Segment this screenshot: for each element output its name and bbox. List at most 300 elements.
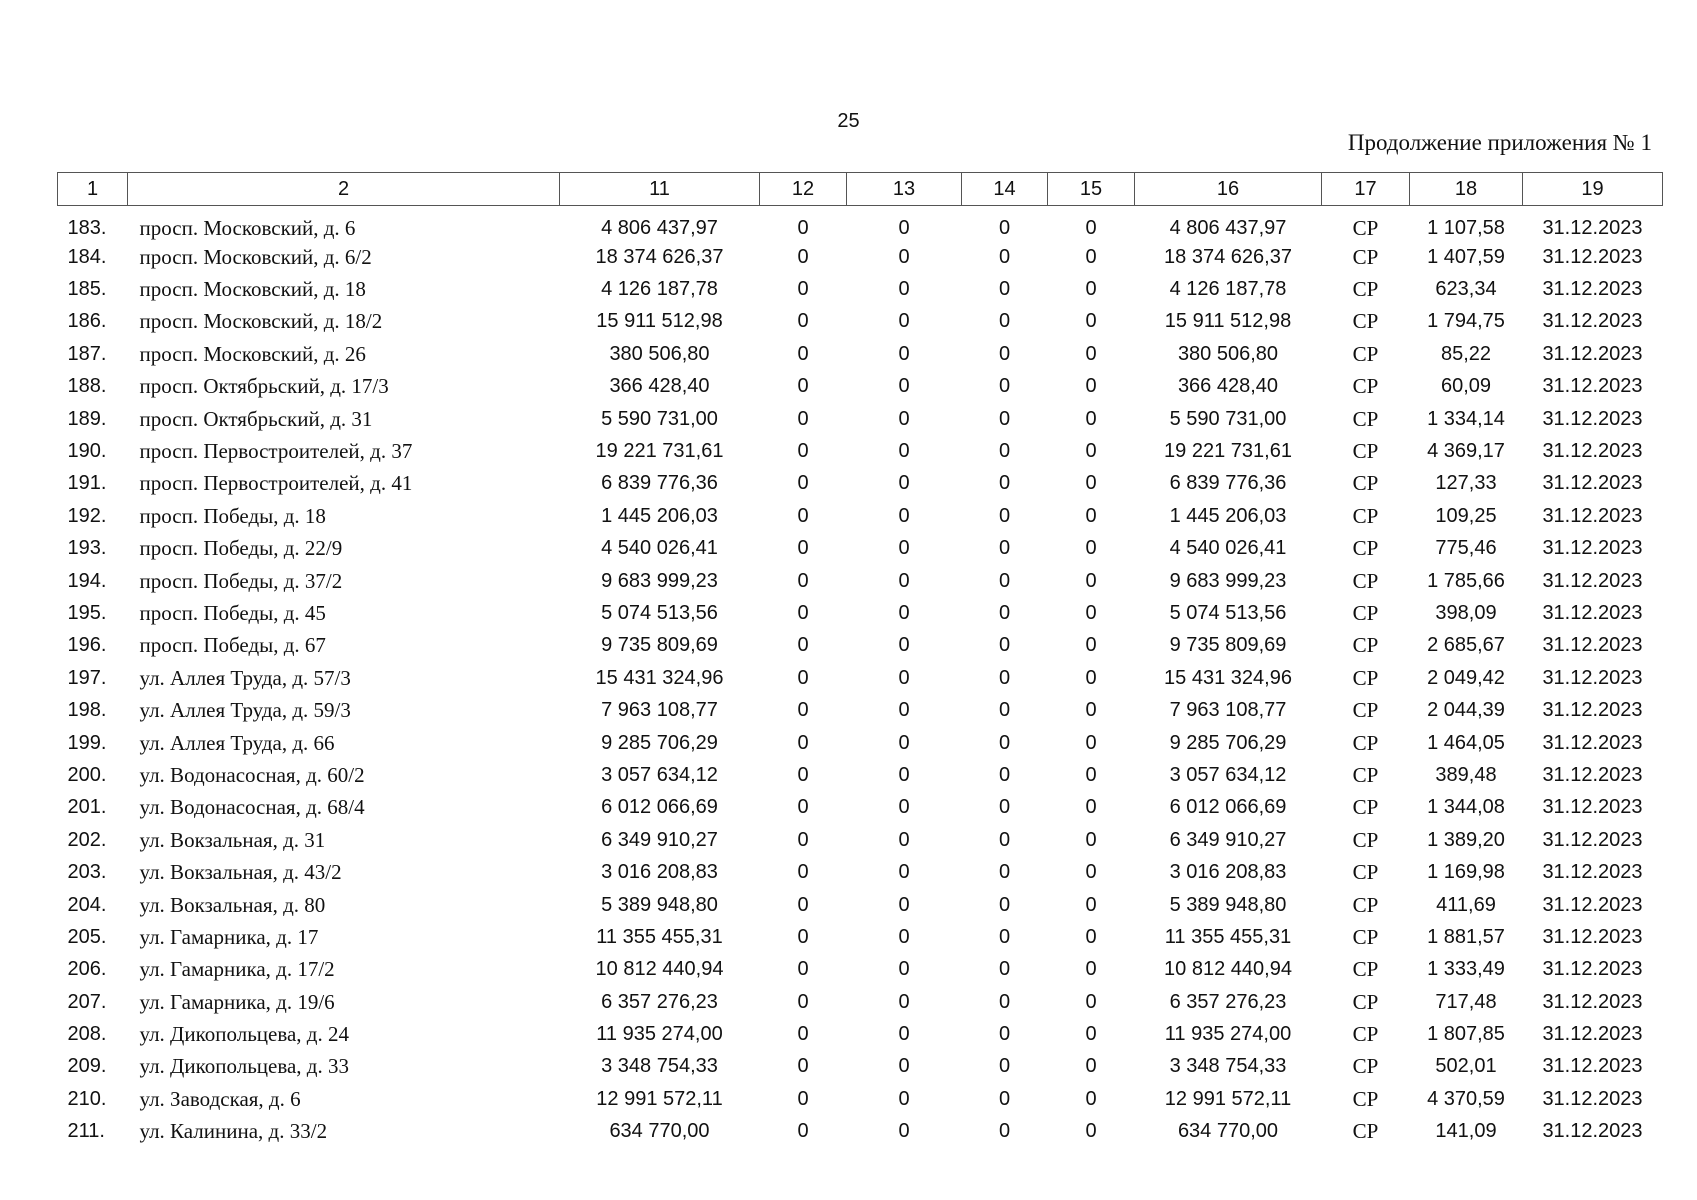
type-cell: СР (1352, 244, 1379, 269)
address-cell: просп. Московский, д. 6 (139, 216, 356, 240)
date-cell: 31.12.2023 (1542, 472, 1643, 495)
table-header (58, 173, 1663, 206)
area-cell: 127,33 (1435, 472, 1497, 495)
date-cell: 31.12.2023 (1542, 666, 1643, 689)
area-cell: 1 334,14 (1427, 407, 1505, 430)
column-header: 19 (1523, 173, 1663, 206)
column-header: 12 (760, 173, 847, 206)
address-cell: просп. Октябрьский, д. 31 (139, 406, 373, 431)
amount-cell: 1 445 206,03 (601, 504, 718, 527)
date-cell: 31.12.2023 (1542, 407, 1643, 430)
value-cell: 0 (1085, 601, 1097, 624)
type-cell: СР (1352, 924, 1379, 949)
table-row (58, 1018, 1663, 1050)
row-number: 207. (67, 990, 107, 1013)
table-row (58, 889, 1663, 921)
date-cell: 31.12.2023 (1542, 699, 1643, 722)
value-cell: 0 (797, 925, 809, 948)
value-cell: 0 (1085, 828, 1097, 851)
value-cell: 0 (898, 925, 910, 948)
total-cell: 9 683 999,23 (1169, 569, 1287, 592)
value-cell: 0 (998, 925, 1011, 948)
value-cell: 0 (998, 1023, 1011, 1046)
amount-cell: 9 285 706,29 (601, 731, 718, 754)
value-cell: 0 (998, 440, 1011, 463)
total-cell: 5 074 513,56 (1169, 601, 1287, 624)
total-cell: 4 806 437,97 (1169, 217, 1287, 239)
value-cell: 0 (898, 569, 910, 592)
table-row (58, 403, 1663, 435)
type-cell: СР (1352, 957, 1379, 982)
value-cell: 0 (998, 1087, 1011, 1110)
value-cell: 0 (1085, 731, 1097, 754)
date-cell: 31.12.2023 (1542, 375, 1643, 398)
row-number: 189. (67, 407, 107, 430)
value-cell: 0 (1085, 958, 1097, 981)
table-row (58, 306, 1663, 338)
type-cell: СР (1352, 216, 1379, 240)
value-cell: 0 (898, 893, 910, 916)
value-cell: 0 (998, 958, 1011, 981)
date-cell: 31.12.2023 (1542, 342, 1643, 365)
value-cell: 0 (1085, 1087, 1097, 1110)
table-row (58, 662, 1663, 694)
area-cell: 1 464,05 (1427, 731, 1505, 754)
value-cell: 0 (998, 245, 1011, 268)
total-cell: 5 590 731,00 (1169, 407, 1287, 430)
row-number: 190. (67, 440, 107, 463)
value-cell: 0 (1085, 245, 1097, 268)
total-cell: 12 991 572,11 (1164, 1087, 1292, 1110)
row-number: 211. (67, 1120, 105, 1143)
amount-cell: 6 357 276,23 (601, 990, 718, 1013)
total-cell: 6 012 066,69 (1169, 796, 1287, 819)
value-cell: 0 (797, 958, 809, 981)
type-cell: СР (1352, 374, 1379, 399)
type-cell: СР (1352, 989, 1379, 1014)
value-cell: 0 (898, 666, 910, 689)
table-row (58, 338, 1663, 370)
address-cell: просп. Октябрьский, д. 17/3 (139, 374, 389, 399)
address-cell: просп. Первостроителей, д. 37 (139, 439, 413, 464)
value-cell: 0 (1085, 407, 1097, 430)
type-cell: СР (1352, 1054, 1379, 1079)
date-cell: 31.12.2023 (1542, 217, 1643, 239)
area-cell: 2 049,42 (1427, 666, 1505, 689)
date-cell: 31.12.2023 (1542, 1087, 1643, 1110)
table-row (58, 1116, 1663, 1148)
total-cell: 18 374 626,37 (1164, 245, 1292, 268)
type-cell: СР (1352, 1086, 1379, 1111)
value-cell: 0 (898, 699, 910, 722)
table-row (58, 597, 1663, 629)
address-cell: ул. Аллея Труда, д. 57/3 (139, 665, 351, 690)
row-number: 195. (67, 601, 107, 624)
value-cell: 0 (797, 731, 809, 754)
date-cell: 31.12.2023 (1542, 278, 1643, 301)
row-number: 188. (67, 375, 107, 398)
table-row (58, 273, 1663, 305)
amount-cell: 3 057 634,12 (601, 763, 718, 786)
table-row (58, 727, 1663, 759)
amount-cell: 5 074 513,56 (601, 601, 718, 624)
date-cell: 31.12.2023 (1542, 601, 1643, 624)
column-header: 15 (1048, 173, 1135, 206)
row-number: 201. (67, 796, 107, 819)
row-number: 184. (67, 245, 107, 268)
area-cell: 1 107,58 (1427, 217, 1505, 239)
row-number: 198. (67, 699, 107, 722)
value-cell: 0 (1085, 217, 1097, 239)
type-cell: СР (1352, 471, 1379, 496)
value-cell: 0 (797, 763, 809, 786)
value-cell: 0 (797, 504, 809, 527)
value-cell: 0 (998, 666, 1011, 689)
table-row (58, 954, 1663, 986)
value-cell: 0 (998, 310, 1011, 333)
value-cell: 0 (797, 634, 809, 657)
area-cell: 1 169,98 (1427, 861, 1505, 884)
value-cell: 0 (797, 861, 809, 884)
value-cell: 0 (797, 217, 809, 239)
type-cell: СР (1352, 536, 1379, 561)
table-row (58, 1051, 1663, 1083)
area-cell: 623,34 (1435, 278, 1497, 301)
address-cell: просп. Московский, д. 6/2 (139, 244, 372, 269)
table-row (58, 533, 1663, 565)
date-cell: 31.12.2023 (1542, 861, 1643, 884)
address-cell: ул. Гамарника, д. 19/6 (139, 989, 335, 1014)
row-number: 197. (67, 666, 107, 689)
value-cell: 0 (898, 1055, 910, 1078)
amount-cell: 6 349 910,27 (601, 828, 718, 851)
total-cell: 3 348 754,33 (1169, 1055, 1287, 1078)
amount-cell: 366 428,40 (609, 375, 710, 398)
value-cell: 0 (797, 893, 809, 916)
table-row (58, 824, 1663, 856)
total-cell: 3 057 634,12 (1169, 763, 1287, 786)
type-cell: СР (1352, 568, 1379, 593)
value-cell: 0 (898, 1023, 910, 1046)
row-number: 186. (67, 310, 107, 333)
date-cell: 31.12.2023 (1542, 731, 1643, 754)
table-row (58, 694, 1663, 726)
row-number: 205. (67, 925, 107, 948)
value-cell: 0 (797, 666, 809, 689)
column-header: 2 (128, 173, 560, 206)
value-cell: 0 (898, 472, 910, 495)
value-cell: 0 (898, 440, 910, 463)
area-cell: 1 794,75 (1427, 310, 1505, 333)
total-cell: 5 389 948,80 (1169, 893, 1287, 916)
area-cell: 411,69 (1436, 893, 1496, 916)
area-cell: 775,46 (1435, 537, 1497, 560)
date-cell: 31.12.2023 (1542, 440, 1643, 463)
row-number: 183. (67, 217, 107, 239)
amount-cell: 12 991 572,11 (596, 1087, 723, 1110)
total-cell: 10 812 440,94 (1164, 958, 1292, 981)
row-number: 209. (67, 1055, 107, 1078)
amount-cell: 9 735 809,69 (601, 634, 718, 657)
value-cell: 0 (898, 828, 910, 851)
date-cell: 31.12.2023 (1542, 1055, 1643, 1078)
value-cell: 0 (1085, 634, 1097, 657)
value-cell: 0 (1085, 504, 1097, 527)
address-cell: ул. Вокзальная, д. 43/2 (139, 860, 342, 885)
row-number: 203. (67, 861, 107, 884)
value-cell: 0 (797, 569, 809, 592)
type-cell: СР (1352, 1022, 1379, 1047)
area-cell: 389,48 (1435, 763, 1497, 786)
value-cell: 0 (998, 990, 1011, 1013)
amount-cell: 18 374 626,37 (595, 245, 724, 268)
value-cell: 0 (998, 407, 1011, 430)
total-cell: 634 770,00 (1177, 1120, 1279, 1143)
value-cell: 0 (898, 1087, 910, 1110)
area-cell: 4 370,59 (1427, 1087, 1505, 1110)
value-cell: 0 (797, 796, 809, 819)
table-row (58, 792, 1663, 824)
address-cell: ул. Гамарника, д. 17 (139, 924, 319, 949)
date-cell: 31.12.2023 (1542, 245, 1643, 268)
value-cell: 0 (998, 537, 1011, 560)
amount-cell: 9 683 999,23 (601, 569, 718, 592)
value-cell: 0 (898, 861, 910, 884)
type-cell: СР (1352, 860, 1379, 885)
row-number: 199. (67, 731, 107, 754)
row-number: 200. (67, 763, 107, 786)
table-row (58, 206, 1663, 242)
value-cell: 0 (898, 407, 910, 430)
total-cell: 9 285 706,29 (1169, 731, 1287, 754)
amount-cell: 3 348 754,33 (601, 1055, 718, 1078)
area-cell: 60,09 (1440, 375, 1492, 398)
total-cell: 366 428,40 (1177, 375, 1279, 398)
value-cell: 0 (898, 796, 910, 819)
total-cell: 9 735 809,69 (1169, 634, 1287, 657)
value-cell: 0 (898, 375, 910, 398)
value-cell: 0 (797, 1023, 809, 1046)
value-cell: 0 (1085, 342, 1097, 365)
address-cell: ул. Гамарника, д. 17/2 (139, 957, 335, 982)
value-cell: 0 (1085, 796, 1097, 819)
amount-cell: 10 812 440,94 (595, 958, 724, 981)
address-cell: просп. Победы, д. 22/9 (139, 536, 343, 561)
row-number: 204. (67, 893, 107, 916)
date-cell: 31.12.2023 (1542, 763, 1643, 786)
amount-cell: 6 012 066,69 (601, 796, 718, 819)
address-cell: ул. Дикопольцева, д. 33 (139, 1054, 349, 1079)
address-cell: просп. Победы, д. 45 (139, 600, 326, 625)
table-row (58, 759, 1663, 791)
value-cell: 0 (1085, 1120, 1097, 1143)
date-cell: 31.12.2023 (1542, 569, 1643, 592)
value-cell: 0 (898, 601, 910, 624)
date-cell: 31.12.2023 (1542, 634, 1643, 657)
column-header: 17 (1322, 173, 1410, 206)
value-cell: 0 (998, 634, 1011, 657)
value-cell: 0 (1085, 925, 1097, 948)
type-cell: СР (1352, 795, 1379, 820)
value-cell: 0 (998, 342, 1011, 365)
value-cell: 0 (898, 217, 910, 239)
total-cell: 15 431 324,96 (1164, 666, 1292, 689)
amount-cell: 19 221 731,61 (595, 440, 724, 463)
table-row (58, 371, 1663, 403)
row-number: 192. (67, 504, 107, 527)
table-row (58, 468, 1663, 500)
value-cell: 0 (998, 1055, 1011, 1078)
value-cell: 0 (998, 601, 1011, 624)
type-cell: СР (1352, 503, 1379, 528)
value-cell: 0 (898, 958, 910, 981)
address-cell: ул. Вокзальная, д. 80 (139, 892, 326, 917)
area-cell: 2 685,67 (1427, 634, 1505, 657)
header-row (58, 173, 1663, 206)
row-number: 196. (67, 634, 107, 657)
address-cell: ул. Вокзальная, д. 31 (139, 827, 326, 852)
amount-cell: 7 963 108,77 (601, 699, 718, 722)
value-cell: 0 (797, 1087, 809, 1110)
continuation-label: Продолжение приложения № 1 (1347, 130, 1652, 155)
area-cell: 1 881,57 (1427, 925, 1505, 948)
address-cell: просп. Первостроителей, д. 41 (139, 471, 413, 496)
value-cell: 0 (1085, 699, 1097, 722)
type-cell: СР (1352, 341, 1379, 366)
address-cell: ул. Водонасосная, д. 60/2 (139, 762, 365, 787)
value-cell: 0 (1085, 893, 1097, 916)
table-row (58, 435, 1663, 467)
value-cell: 0 (797, 440, 809, 463)
total-cell: 11 935 274,00 (1164, 1023, 1292, 1046)
area-cell: 1 785,66 (1427, 569, 1505, 592)
total-cell: 1 445 206,03 (1169, 504, 1287, 527)
table-row (58, 986, 1663, 1018)
amount-cell: 5 389 948,80 (601, 893, 718, 916)
table-row (58, 500, 1663, 532)
date-cell: 31.12.2023 (1542, 1023, 1643, 1046)
row-number: 193. (67, 537, 107, 560)
amount-cell: 4 126 187,78 (601, 278, 718, 301)
value-cell: 0 (1085, 1055, 1097, 1078)
type-cell: СР (1352, 600, 1379, 625)
date-cell: 31.12.2023 (1542, 504, 1643, 527)
type-cell: СР (1352, 309, 1379, 334)
total-cell: 6 839 776,36 (1169, 472, 1287, 495)
row-number: 194. (67, 569, 107, 592)
table-row (58, 565, 1663, 597)
value-cell: 0 (998, 861, 1011, 884)
type-cell: СР (1352, 762, 1379, 787)
value-cell: 0 (797, 1055, 809, 1078)
total-cell: 15 911 512,98 (1164, 310, 1292, 333)
type-cell: СР (1352, 827, 1379, 852)
date-cell: 31.12.2023 (1542, 796, 1643, 819)
row-number: 208. (67, 1023, 107, 1046)
type-cell: СР (1352, 892, 1379, 917)
value-cell: 0 (998, 217, 1011, 239)
address-cell: ул. Водонасосная, д. 68/4 (139, 795, 365, 820)
area-cell: 717,48 (1435, 990, 1497, 1013)
value-cell: 0 (797, 375, 809, 398)
column-header: 18 (1410, 173, 1523, 206)
area-cell: 502,01 (1435, 1055, 1497, 1078)
row-number: 191. (67, 472, 107, 495)
value-cell: 0 (797, 699, 809, 722)
area-cell: 1 333,49 (1427, 958, 1505, 981)
value-cell: 0 (1085, 990, 1097, 1013)
address-cell: ул. Аллея Труда, д. 59/3 (139, 698, 351, 723)
area-cell: 85,22 (1440, 342, 1492, 365)
amount-cell: 15 911 512,98 (596, 310, 723, 333)
table-row (58, 856, 1663, 888)
area-cell: 1 807,85 (1427, 1023, 1505, 1046)
value-cell: 0 (1085, 440, 1097, 463)
value-cell: 0 (998, 731, 1011, 754)
value-cell: 0 (998, 1120, 1011, 1143)
row-number: 202. (67, 828, 107, 851)
value-cell: 0 (797, 601, 809, 624)
type-cell: СР (1352, 406, 1379, 431)
address-cell: ул. Дикопольцева, д. 24 (139, 1022, 349, 1047)
value-cell: 0 (1085, 569, 1097, 592)
row-number: 187. (67, 342, 107, 365)
type-cell: СР (1352, 730, 1379, 755)
amount-cell: 11 355 455,31 (596, 925, 723, 948)
row-number: 210. (67, 1087, 107, 1110)
value-cell: 0 (998, 504, 1011, 527)
total-cell: 380 506,80 (1177, 342, 1279, 365)
registry-table (57, 172, 1663, 1148)
value-cell: 0 (898, 634, 910, 657)
type-cell: СР (1352, 277, 1379, 302)
value-cell: 0 (998, 569, 1011, 592)
total-cell: 4 540 026,41 (1169, 537, 1287, 560)
value-cell: 0 (1085, 666, 1097, 689)
value-cell: 0 (898, 245, 910, 268)
value-cell: 0 (998, 375, 1011, 398)
area-cell: 1 389,20 (1427, 828, 1505, 851)
amount-cell: 3 016 208,83 (601, 861, 718, 884)
date-cell: 31.12.2023 (1542, 958, 1643, 981)
value-cell: 0 (797, 278, 809, 301)
type-cell: СР (1352, 698, 1379, 723)
value-cell: 0 (998, 763, 1011, 786)
value-cell: 0 (898, 310, 910, 333)
area-cell: 2 044,39 (1427, 699, 1505, 722)
value-cell: 0 (1085, 278, 1097, 301)
date-cell: 31.12.2023 (1542, 990, 1643, 1013)
address-cell: ул. Калинина, д. 33/2 (139, 1119, 328, 1144)
value-cell: 0 (898, 278, 910, 301)
row-number: 185. (67, 278, 107, 301)
value-cell: 0 (797, 407, 809, 430)
area-cell: 109,25 (1435, 504, 1497, 527)
value-cell: 0 (898, 763, 910, 786)
value-cell: 0 (998, 828, 1011, 851)
value-cell: 0 (797, 245, 809, 268)
row-number: 206. (67, 958, 107, 981)
address-cell: ул. Аллея Труда, д. 66 (139, 730, 335, 755)
date-cell: 31.12.2023 (1542, 537, 1643, 560)
column-header: 11 (560, 173, 760, 206)
date-cell: 31.12.2023 (1542, 925, 1643, 948)
column-header: 13 (847, 173, 962, 206)
date-cell: 31.12.2023 (1542, 828, 1643, 851)
value-cell: 0 (1085, 375, 1097, 398)
table-row (58, 630, 1663, 662)
value-cell: 0 (998, 796, 1011, 819)
